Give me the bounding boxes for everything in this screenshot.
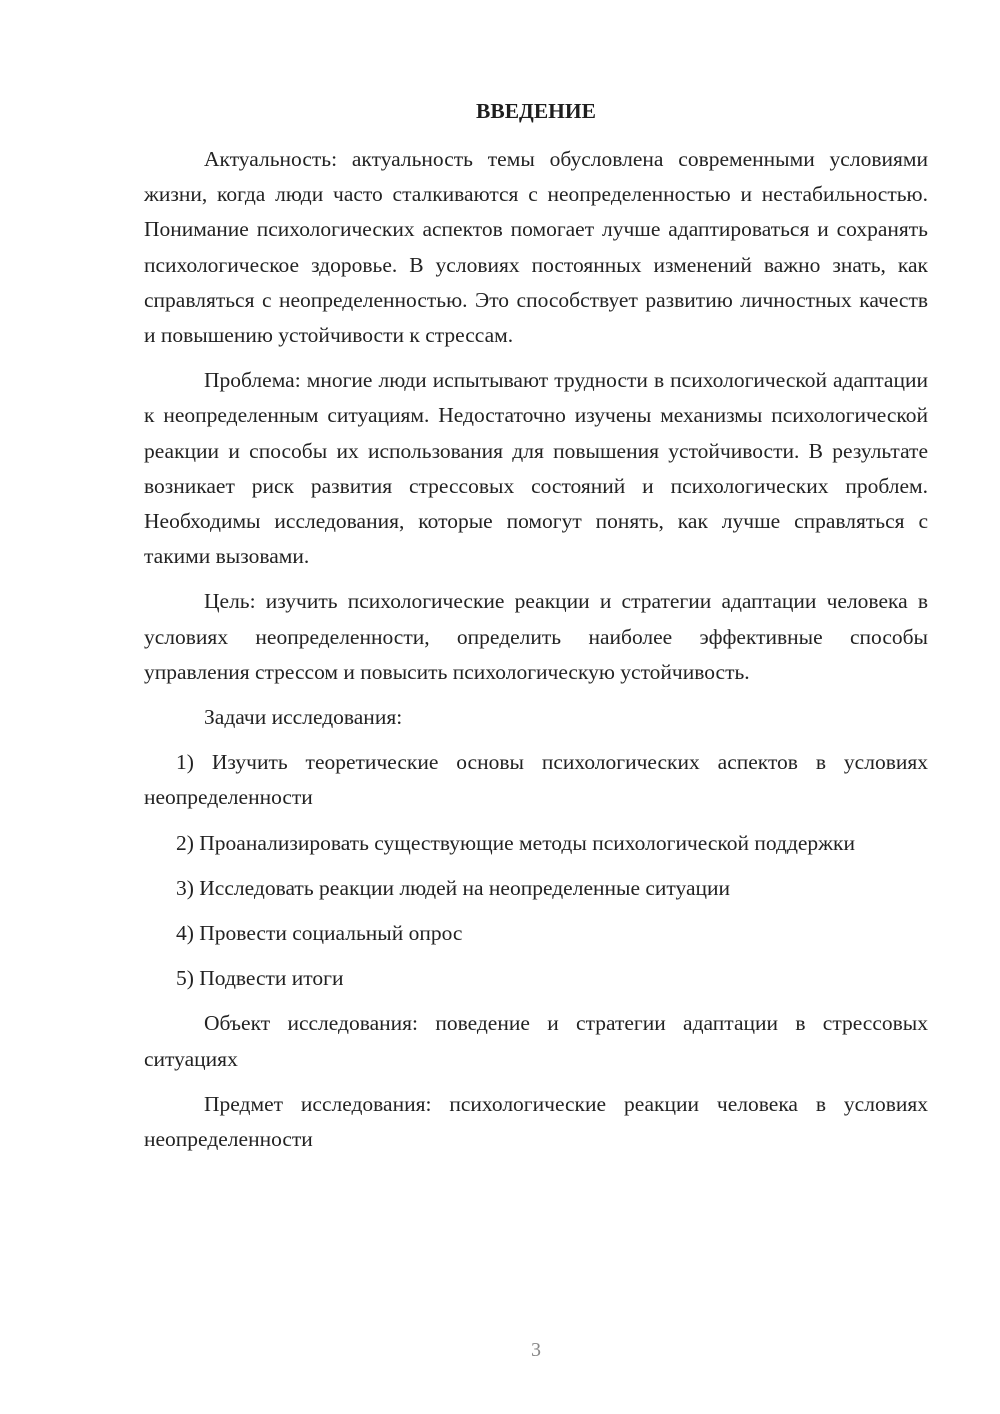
problem-paragraph: Проблема: многие люди испытывают трудности в психологической адаптации к неопределенным ситуациям. Недостаточно изучены механизмы психологической реакции и способы их использования для повышения устойчивости. В результате возникает риск развития стрессовых состояний и психологических проблем. Необходимы исследования, которые помогут понять, как лучше справляться с такими вызовами.: [144, 368, 928, 569]
task-item-4: 4) Провести социальный опрос: [176, 921, 463, 946]
object-paragraph: Объект исследования: поведение и стратегии адаптации в стрессовых ситуациях: [144, 1011, 928, 1071]
page-number: 3: [531, 1339, 541, 1361]
relevance-paragraph: Актуальность: актуальность темы обусловлена современными условиями жизни, когда люди часто сталкиваются с неопределенностью и нестабильностью. Понимание психологических аспектов помогает лучше адаптироваться и сохранять психологическое здоровье. В условиях постоянных изменений важно знать, как справляться с неопределенностью. Это способствует развитию личностных качеств и повышению устойчивости к стрессам.: [144, 147, 928, 348]
page-title: ВВЕДЕНИЕ: [476, 99, 596, 123]
page-content: [144, 94, 928, 1167]
tasks-title: Задачи исследования:: [204, 705, 403, 730]
subject-paragraph: Предмет исследования: психологические реакции человека в условиях неопределенности: [144, 1091, 928, 1152]
task-item-1: 1) Изучить теоретические основы психологических аспектов в условиях неопределенности: [144, 750, 928, 810]
task-item-5: 5) Подвести итоги: [176, 966, 344, 991]
goal-paragraph: Цель: изучить психологические реакции и стратегии адаптации человека в условиях неопределенности, определить наиболее эффективные способы управления стрессом и повысить психологическую устойчивость.: [144, 589, 928, 684]
task-item-2: 2) Проанализировать существующие методы психологической поддержки: [176, 830, 855, 855]
task-item-3: 3) Исследовать реакции людей на неопределенные ситуации: [176, 875, 731, 900]
